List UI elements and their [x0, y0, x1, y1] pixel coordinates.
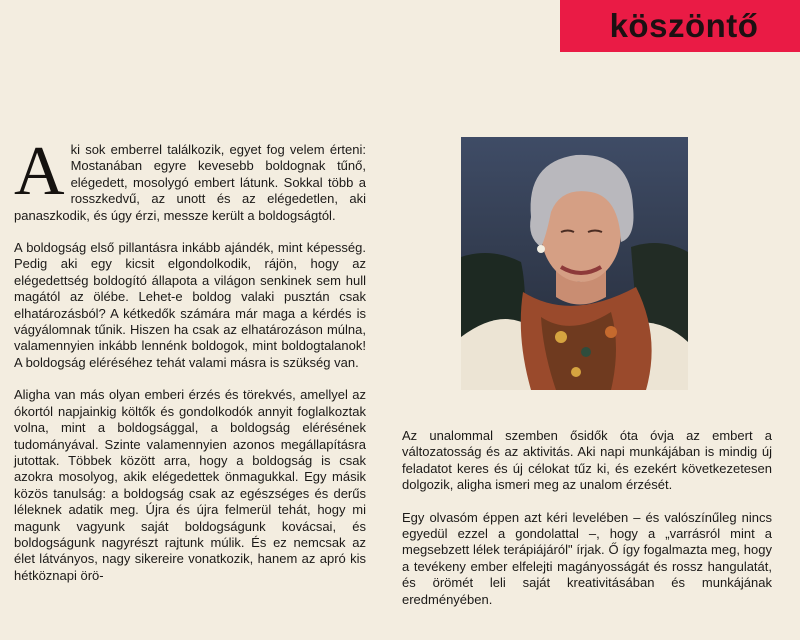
portrait-illustration: [461, 137, 688, 390]
drop-cap: A: [14, 133, 65, 210]
article-left-column: [14, 133, 366, 600]
page-title: köszöntő: [609, 7, 759, 44]
earring: [537, 245, 545, 253]
paragraph: [14, 133, 366, 224]
portrait-photo: [461, 137, 688, 390]
paragraph: Az unalommal szemben ősidők óta óvja az embert a változatosság és az aktivitás. Aki napi munkájában is mindig új feladatot keres és új célokat tűz ki, és ezekért következetesen dolgozik, aligha ismeri meg az unalom érzését.: [402, 428, 772, 493]
paragraph: A boldogság első pillantásra inkább ajándék, mint képesség. Pedig aki egy kicsit elgondolkodik, rájön, hogy az elégedettség boldogító állapota a világon senkinek sem hull magától az ölébe. Lehet-e boldog valaki pusztán csak elhatározásból? A kétkedők számára már maga a kérdés is vágyálomnak tűnik. Hiszen ha csak az elhatározáson múlna, valamennyien inkább lennénk boldogok, mint boldogtalanok! A boldogság eléréséhez tehát valami másra is szükség van.: [14, 240, 366, 370]
paragraph: Egy olvasóm éppen azt kéri levelében – és valószínűleg nincs egyedül ezzel a gondolattal –, hogy a „varrásról mint a megsebzett lélek terápiájáról" írjak. Ő így fogalmazta meg, hogy a tevékeny ember elfelejti magányosságát és rossz hangulatát, és örömét leli saját kreativitásában és munkájának eredményében.: [402, 509, 772, 607]
paragraph-text: ki sok emberrel találkozik, egyet fog velem érteni: Mostanában egyre kevesebb boldognak tűnő, elégedett, mosolygó embert látunk. Sokkal több a rosszkedvű, az unott és az elégedetlen, aki panaszkodik, és úgy érzi, messze került a boldogságtól.: [14, 142, 366, 223]
paragraph: Aligha van más olyan emberi érzés és törekvés, amellyel az ókortól napjainkig költők és gondolkodók annyit foglalkoztak volna, mint a boldogsággal, a boldogság elérésének tudományával. Szinte valamennyien azonos megállapításra jutottak. Többek között arra, hogy a boldogság is csak azokra mosolyog, akik elégedettek önmagukkal. Egy másik közös tanulság: a boldogság csak az egészséges és derűs léleknek adatik meg. Újra és újra felmerül tehát, hogy mi magunk vagyunk saját boldogságunk kovácsai, és boldogságunk nagyrészt rajtunk múlik. És ez nemcsak az élet látványos, nagy sikereire vonatkozik, hanem az apró kis hétköznapi örö-: [14, 387, 366, 583]
header-band: [560, 0, 800, 52]
article-right-column: [402, 428, 772, 624]
